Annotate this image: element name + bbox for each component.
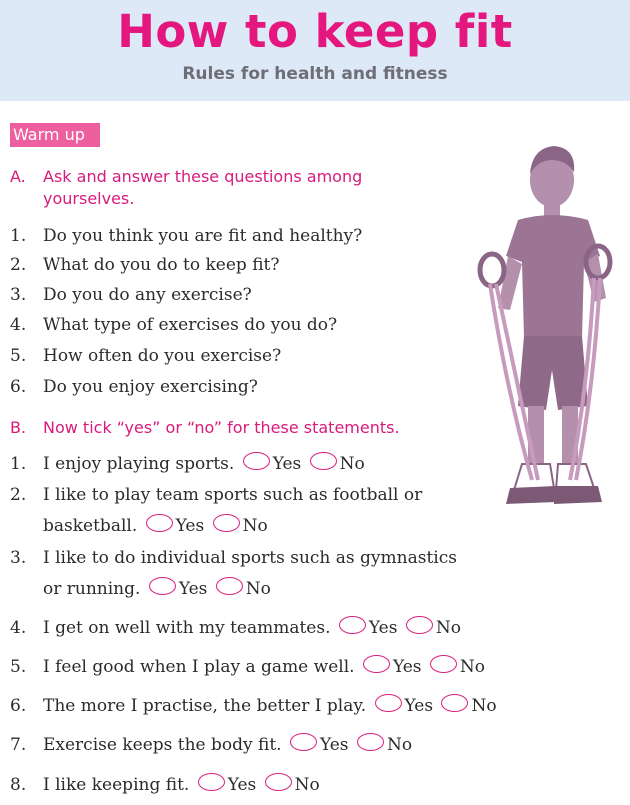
no-circle-checkbox[interactable]: [441, 694, 468, 712]
no-option[interactable]: [427, 654, 485, 680]
yes-label: Yes: [392, 657, 422, 677]
section-b-letter: B.: [10, 418, 27, 437]
statement-text: I enjoy playing sports.: [43, 454, 235, 474]
no-circle-checkbox[interactable]: [310, 452, 337, 470]
no-circle-checkbox[interactable]: [213, 514, 240, 532]
statement-number: 7.: [10, 735, 27, 755]
statement-text: I like keeping fit.: [43, 775, 190, 795]
statement-number: 2.: [10, 485, 27, 505]
warmup-label: Warm up: [10, 123, 100, 147]
section-a-heading: [10, 165, 450, 213]
section-b-text: Now tick “yes” or “no” for these statements.: [43, 418, 400, 437]
no-label: No: [386, 735, 413, 755]
yes-circle-checkbox[interactable]: [149, 577, 176, 595]
no-circle-checkbox[interactable]: [216, 577, 243, 595]
no-label: No: [242, 516, 268, 536]
statement-text: The more I practise, the better I play.: [43, 696, 367, 716]
question-text: Do you think you are fit and healthy?: [43, 226, 363, 246]
no-option[interactable]: [438, 693, 496, 719]
yes-option[interactable]: [146, 576, 208, 602]
no-label: No: [435, 618, 461, 638]
yes-option[interactable]: [195, 772, 257, 798]
statement-text-cont: basketball.: [43, 516, 138, 536]
yes-circle-checkbox[interactable]: [290, 733, 317, 751]
no-option[interactable]: [262, 772, 320, 798]
question-text: Do you do any exercise?: [43, 285, 252, 305]
section-a-line2: yourselves.: [43, 189, 135, 208]
yes-option[interactable]: [372, 693, 434, 719]
question-number: 5.: [10, 346, 27, 366]
yes-circle-checkbox[interactable]: [198, 773, 225, 791]
question-text: How often do you exercise?: [43, 346, 282, 366]
no-option[interactable]: [354, 732, 412, 758]
no-label: No: [245, 579, 271, 599]
section-a-line1: Ask and answer these questions among: [43, 167, 363, 186]
yes-circle-checkbox[interactable]: [146, 514, 173, 532]
no-option[interactable]: [307, 451, 365, 477]
page-title: How to keep fit: [117, 5, 513, 58]
question-number: 4.: [10, 315, 27, 335]
no-label: No: [294, 775, 320, 795]
boy-exercising-illustration: [466, 138, 628, 516]
page-subtitle: Rules for health and fitness: [182, 64, 448, 84]
question-number: 6.: [10, 377, 27, 397]
yes-option[interactable]: [240, 451, 302, 477]
statement-line: [43, 513, 268, 539]
section-a-letter: A.: [10, 167, 26, 186]
no-circle-checkbox[interactable]: [430, 655, 457, 673]
question-text: Do you enjoy exercising?: [43, 377, 258, 397]
yes-option[interactable]: [336, 615, 398, 641]
no-label: No: [339, 454, 365, 474]
yes-label: Yes: [368, 618, 398, 638]
statement-line: [43, 576, 271, 602]
no-circle-checkbox[interactable]: [357, 733, 384, 751]
yes-option[interactable]: [143, 513, 205, 539]
yes-label: Yes: [227, 775, 257, 795]
section-b-heading: [10, 416, 450, 440]
yes-label: Yes: [404, 696, 434, 716]
statement-line: [43, 693, 497, 719]
question-number: 1.: [10, 226, 27, 246]
statement-line: [43, 654, 485, 680]
statement-number: 4.: [10, 618, 27, 638]
yes-label: Yes: [175, 516, 205, 536]
statement-number: 1.: [10, 454, 27, 474]
no-option[interactable]: [213, 576, 271, 602]
yes-circle-checkbox[interactable]: [339, 616, 366, 634]
no-label: No: [459, 657, 486, 677]
statement-text-cont: or running.: [43, 579, 141, 599]
question-text: What do you do to keep fit?: [43, 255, 280, 275]
yes-label: Yes: [178, 579, 208, 599]
question-number: 2.: [10, 255, 27, 275]
question-text: What type of exercises do you do?: [43, 315, 338, 335]
yes-circle-checkbox[interactable]: [375, 694, 402, 712]
yes-option[interactable]: [287, 732, 349, 758]
yes-option[interactable]: [360, 654, 422, 680]
statement-line: [43, 451, 365, 477]
statement-number: 8.: [10, 775, 27, 795]
yes-circle-checkbox[interactable]: [243, 452, 270, 470]
yes-label: Yes: [320, 735, 349, 755]
statement-number: 3.: [10, 548, 27, 568]
statement-text: I feel good when I play a game well.: [43, 657, 355, 677]
statement-text: I get on well with my teammates.: [43, 618, 331, 638]
yes-circle-checkbox[interactable]: [363, 655, 390, 673]
yes-label: Yes: [272, 454, 302, 474]
statement-line: [43, 732, 412, 758]
statement-number: 5.: [10, 657, 27, 677]
statement-line: [43, 772, 320, 798]
statement-text: I like to play team sports such as football or: [43, 485, 423, 505]
header-banner: [0, 0, 630, 101]
no-label: No: [471, 696, 497, 716]
statement-text: Exercise keeps the body fit.: [43, 735, 282, 755]
no-circle-checkbox[interactable]: [265, 773, 292, 791]
no-option[interactable]: [210, 513, 268, 539]
no-circle-checkbox[interactable]: [406, 616, 433, 634]
statement-line: [43, 615, 461, 641]
no-option[interactable]: [403, 615, 461, 641]
question-number: 3.: [10, 285, 27, 305]
statement-number: 6.: [10, 696, 27, 716]
statement-text: I like to do individual sports such as gymnastics: [43, 548, 457, 568]
